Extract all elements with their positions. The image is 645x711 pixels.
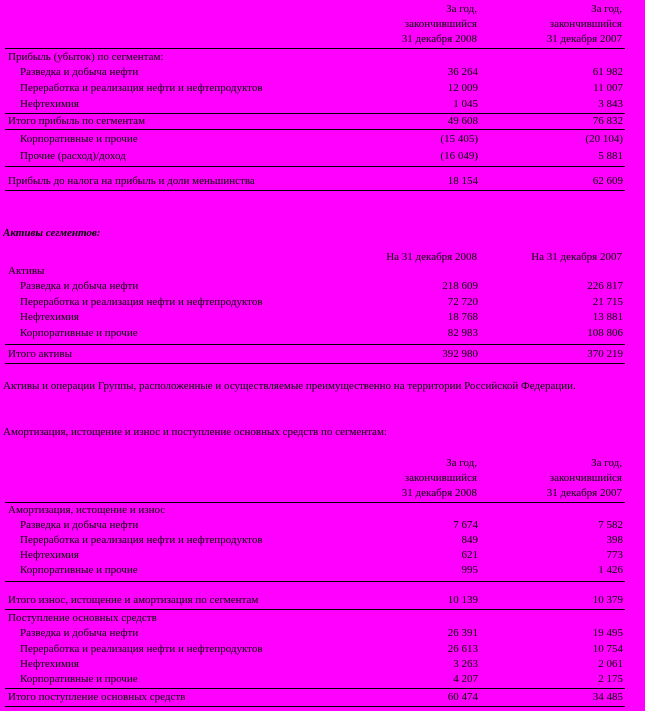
table2-total-row: Итого активы 392 980 370 219: [8, 348, 623, 360]
table-row: Нефтехимия 3 263 2 061: [20, 658, 623, 670]
depreciation-intro: Амортизация, истощение и износ и поступление основных средств по сегментам:: [3, 426, 387, 438]
table3-section1-total-row: Итого износ, истощение и амортизация по сегментам 10 139 10 379: [8, 594, 623, 606]
table1-section-title: Прибыль (убыток) по сегментам:: [8, 51, 164, 63]
table-row: Разведка и добыча нефти 7 674 7 582: [20, 519, 623, 531]
table3-section1-rule: [5, 581, 625, 582]
table2-total-rule-bottom: [5, 363, 625, 364]
table3-header-rule: [5, 502, 625, 503]
table3-col2-header: За год, закончившийся 31 декабря 2007: [546, 457, 622, 499]
assets-heading: Активы сегментов:: [3, 227, 101, 239]
table-row: Переработка и реализация нефти и нефтепродуктов 849 398: [20, 534, 623, 546]
table-row: Переработка и реализация нефти и нефтепродуктов 26 613 10 754: [20, 643, 623, 655]
table1-total-rule: [5, 113, 625, 114]
table2-total-rule: [5, 344, 625, 345]
table1-col2-header: За год, закончившийся 31 декабря 2007: [546, 3, 622, 45]
table-row: Разведка и добыча нефти 36 264 61 982: [20, 66, 623, 78]
table-row: Нефтехимия 621 773: [20, 549, 623, 561]
table-row: Корпоративные и прочие 82 983 108 806: [20, 327, 623, 339]
operations-note: Активы и операции Группы, расположенные и осуществляемые преимущественно на территории Российской Федерации.: [3, 380, 576, 392]
table1-final-row: Прибыль до налога на прибыль и доли меньшинства 18 154 62 609: [8, 175, 623, 187]
table3-section1-total-rule: [5, 609, 625, 610]
table3-section2-rule: [5, 688, 625, 689]
table-row: Прочие (расход)/доход (16 049) 5 881: [20, 150, 623, 162]
table-row: Переработка и реализация нефти и нефтепродуктов 72 720 21 715: [20, 296, 623, 308]
table1-total-row: Итого прибыль по сегментам 49 608 76 832: [8, 115, 623, 127]
table-row: Корпоративные и прочие 4 207 2 175: [20, 673, 623, 685]
table-row: Разведка и добыча нефти 218 609 226 817: [20, 280, 623, 292]
table3-section2-title: Поступление основных средств: [8, 612, 157, 624]
table1-col1-header: За год, закончившийся 31 декабря 2008: [401, 3, 477, 45]
table1-final-rule: [5, 166, 625, 167]
table-row: Разведка и добыча нефти 26 391 19 495: [20, 627, 623, 639]
table-row: Корпоративные и прочие 995 1 426: [20, 564, 623, 576]
table3-section1-title: Амортизация, истощение и износ: [8, 504, 166, 516]
table-row: Корпоративные и прочие (15 405) (20 104): [20, 133, 623, 145]
table-row: Нефтехимия 1 045 3 843: [20, 98, 623, 110]
table-row: Нефтехимия 18 768 13 881: [20, 311, 623, 323]
table2-col2-header: На 31 декабря 2007: [531, 251, 622, 263]
table3-section2-total-row: Итого поступление основных средств 60 474 34 485: [8, 691, 623, 703]
table1-final-rule-bottom: [5, 190, 625, 191]
table1-total-rule-bottom: [5, 129, 625, 130]
table2-col1-header: На 31 декабря 2008: [386, 251, 477, 263]
table-row: Переработка и реализация нефти и нефтепродуктов 12 009 11 007: [20, 82, 623, 94]
table2-section-title: Активы: [8, 265, 45, 277]
table1-header-rule: [5, 48, 625, 49]
table3-section2-total-rule: [5, 706, 625, 707]
table3-col1-header: За год, закончившийся 31 декабря 2008: [401, 457, 477, 499]
